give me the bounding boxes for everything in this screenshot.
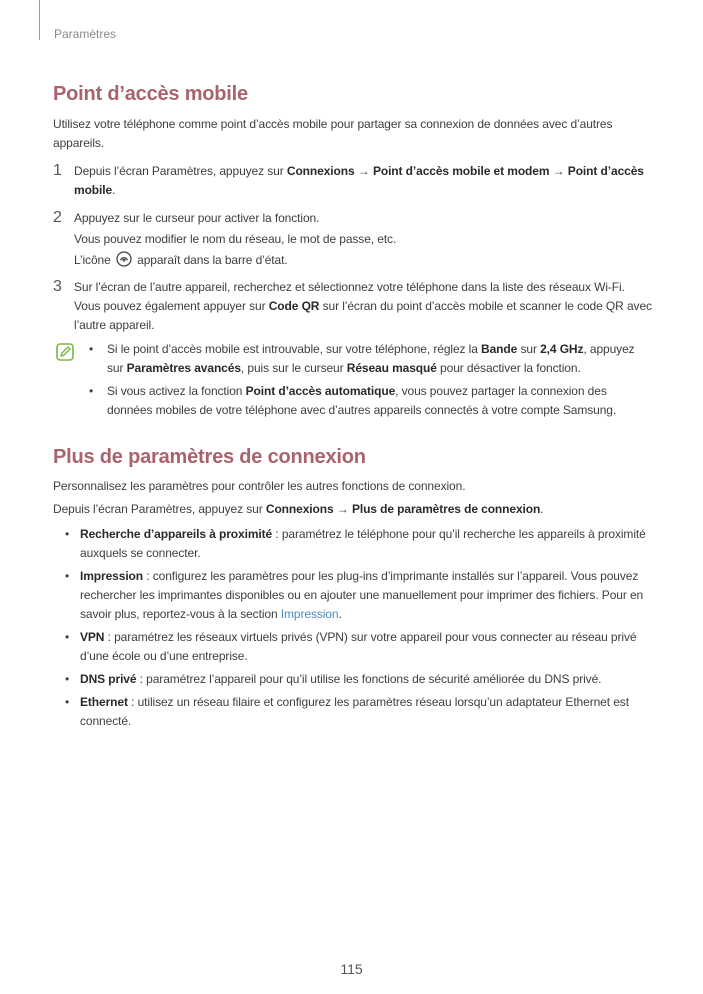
note-pencil-icon <box>56 343 74 361</box>
step-text-icon-line <box>74 251 653 270</box>
term: DNS privé <box>80 672 137 686</box>
header-rule <box>39 0 40 40</box>
step-number: 1 <box>53 162 62 179</box>
page-number: 115 <box>340 961 363 977</box>
text: , vous pouvez partager la connexion des données mobiles de votre téléphone avec d’autres appareils connectés à votre compte Samsung. <box>107 384 617 417</box>
list-item-private-dns <box>53 670 653 689</box>
term: Recherche d’appareils à proximité <box>80 527 273 541</box>
step-1 <box>53 162 653 200</box>
step-number: 2 <box>53 209 62 226</box>
step-number: 3 <box>53 278 62 295</box>
setting-band: Bande <box>481 342 518 356</box>
more-settings-title: Plus de paramètres de connexion <box>53 446 366 468</box>
note-bullet <box>79 382 653 420</box>
text: Si vous activez la fonction <box>107 384 246 398</box>
menu-item-code-qr: Code QR <box>268 299 320 313</box>
step-text-qr <box>74 297 653 335</box>
menu-path-more-settings: Plus de paramètres de connexion <box>351 502 541 516</box>
step-2 <box>53 209 653 270</box>
step-text: Appuyez sur le curseur pour activer la fonction. <box>74 211 320 225</box>
menu-path-hotspot-modem: Point d’accès mobile et modem <box>372 164 550 178</box>
note-bullets <box>79 340 653 420</box>
setting-hidden-network: Réseau masqué <box>346 361 437 375</box>
text: pour désactiver la fonction. <box>436 361 581 375</box>
setting-advanced: Paramètres avancés <box>126 361 241 375</box>
printing-link[interactable]: Impression <box>280 607 339 621</box>
description: : paramétrez l’appareil pour qu’il utilise les fonctions de sécurité améliorée du DNS privé. <box>136 672 602 686</box>
step-text: Depuis l’écran Paramètres, appuyez sur <box>74 164 287 178</box>
setting-frequency: 2,4 GHz <box>540 342 584 356</box>
setting-auto-hotspot: Point d’accès automatique <box>245 384 396 398</box>
term: Impression <box>80 569 144 583</box>
arrow: → <box>333 502 352 516</box>
text: Depuis l’écran Paramètres, appuyez sur <box>53 502 266 516</box>
hotspot-intro: Utilisez votre téléphone comme point d’accès mobile pour partager sa connexion de données avec d’autres appareils. <box>53 117 613 150</box>
list-item-printing <box>53 567 653 624</box>
mobile-hotspot-icon <box>116 251 132 267</box>
note-bullet <box>79 340 653 378</box>
text: , puis sur le curseur <box>240 361 347 375</box>
term: Ethernet <box>80 695 128 709</box>
description: : paramétrez les réseaux virtuels privés (VPN) sur votre appareil pour vous connecter au réseau privé d’une école ou d’une entreprise. <box>80 630 637 663</box>
punctuation: . <box>338 607 342 621</box>
description: : utilisez un réseau filaire et configurez les paramètres réseau lorsqu’un adaptateur Ethernet est connecté. <box>80 695 629 728</box>
step-text: Sur l’écran de l’autre appareil, recherchez et sélectionnez votre téléphone dans la liste des réseaux Wi-Fi. <box>74 280 625 294</box>
list-item-vpn <box>53 628 653 666</box>
description: : paramétrez le téléphone pour qu’il recherche les appareils à proximité auxquels se connecter. <box>80 527 646 560</box>
text: Si le point d’accès mobile est introuvable, sur votre téléphone, réglez la <box>107 342 482 356</box>
step-text: Vous pouvez également appuyer sur <box>74 299 269 313</box>
note-box <box>53 340 653 424</box>
more-settings-list <box>53 525 653 735</box>
menu-path-hotspot: Point d’accès mobile <box>74 164 644 197</box>
arrow: → <box>354 164 373 178</box>
text: , appuyez sur <box>107 342 635 375</box>
list-item-ethernet <box>53 693 653 731</box>
step-text: Vous pouvez modifier le nom du réseau, le mot de passe, etc. <box>74 232 397 246</box>
menu-path-connexions: Connexions <box>265 502 334 516</box>
hotspot-section-title: Point d’accès mobile <box>53 83 248 105</box>
menu-path-connexions: Connexions <box>286 164 355 178</box>
step-text: apparaît dans la barre d’état. <box>133 253 288 267</box>
arrow: → <box>549 164 568 178</box>
punctuation: . <box>540 502 544 516</box>
list-item-nearby-scan <box>53 525 653 563</box>
text: sur <box>517 342 541 356</box>
more-settings-intro: Personnalisez les paramètres pour contrôler les autres fonctions de connexion. <box>53 479 466 493</box>
step-3 <box>53 278 653 335</box>
section-header: Paramètres <box>54 27 117 41</box>
term: VPN <box>80 630 105 644</box>
step-text: sur l’écran du point d’accès mobile et scanner le code QR avec l’autre appareil. <box>74 299 652 332</box>
punctuation: . <box>112 183 116 197</box>
more-settings-path <box>53 500 653 519</box>
description: : configurez les paramètres pour les plug-ins d’imprimante installés sur l’appareil. Vous pouvez rechercher les imprimantes disponibles ou en ajouter une manuellement pour imprimer des fichiers. Pour en savoir plus, reportez-vous à la section <box>80 569 644 621</box>
step-text: L’icône <box>74 253 114 267</box>
